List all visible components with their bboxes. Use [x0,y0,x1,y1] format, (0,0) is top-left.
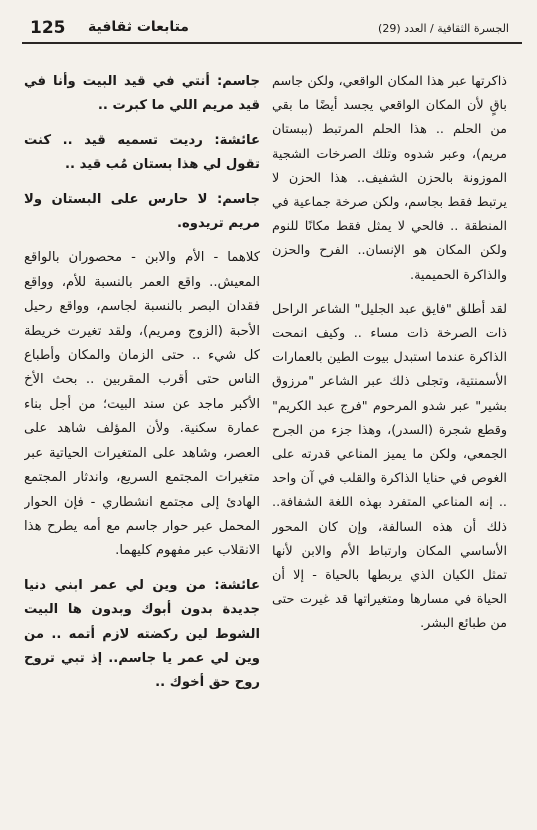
paragraph-gap [24,178,260,188]
dialogue-line: جاسم: أنتي في قيد البيت وأنا في قيد مريم اللي ما كبرت .. [24,74,260,114]
page-number: 125 [30,18,66,38]
paragraph-gap [24,236,260,246]
paragraph-gap [24,564,260,574]
paragraph-gap [24,119,260,129]
right-column [272,70,507,818]
page-header [0,0,537,46]
section-title: متابعات ثقافية [88,19,189,35]
dialogue-line: عائشة: من وين لي عمر ابني دنيا جديدة بدون أبوك وبدون ها البيت الشوط لين ركضته لازم أتمه .. من وين لي عمر يا جاسم.. إذ تبي تروح روح حق أخوك .. [24,577,260,691]
header-rule [22,42,522,44]
paragraph-gap [272,288,507,298]
dialogue-line: جاسم: لا حارس على البستان ولا مريم تريدوه. [24,191,260,232]
paragraph: ذاكرتها عبر هذا المكان الواقعي، ولكن جاسم باقٍ لأن المكان الواقعي يجسد أيضًا ما بقي من الحلم .. هذا الحلم المرتبط (ببستان مريم)، وعبر شدوه وتلك الصرخات الشجية الموزونة بالحزن الشفيف.. هذا الحزن لا يرتبط فقط بجاسم، ولكن صرخة جماعية في المنطقة .. فالحي لا يمثل فقط مكانًا للنوم ولكن المكان هو الإنسان.. الفرح والحزن والذاكرة الحميمية. [272,74,507,283]
left-column [24,70,260,818]
paragraph: كلاهما - الأم والابن - محصوران بالواقع المعيش.. واقع العمر بالنسبة للأم، وواقع فقدان البصر بالنسبة لجاسم، وواقع رحيل الأحبة (الزوج ومريم)، ولقد تغيرت خريطة كل شيء .. حتى الزمان والمكان وأطباع الناس حتى أقرب المقربين .. بحث الأخ الأكبر ماجد عن سند البيت؛ من أجل بناء عمارة سكنية. ولأن المؤلف شاهد على العصر، وشاهد على المتغيرات الحياتية عبر متغيرات المجتمع السريع، واندثار المجتمع الهادئ إلى مجتمع انشطاري - فإن الحوار المحمل عبر حوار جاسم مع أمه يطرح هذا الانقلاب عبر مفهوم كليهما. [24,250,260,559]
dialogue-line: عائشة: رديت تسميه قيد .. كنت تقول لي هذا بستان مُب قيد .. [24,132,260,173]
journal-info: الجسرة الثقافية / العدد (29) [378,22,509,35]
paragraph: لقد أطلق "فايق عبد الجليل" الشاعر الراحل ذات الصرخة ذات مساء .. وكيف انمحت الذاكرة عندما استبدل بيوت الطين بالعمارات الأسمنتية، وتجلى ذلك عبر الشاعر "مرزوق بشير" عبر شدو المرحوم "فرج عبد الكريم" وقطع شجرة (السدر)، وهذا جزء من الجرح الجمعي، ولكن ما يميز المناعي قدرته على الغوص في حنايا الذاكرة والقلب في آن واحد .. إنه المناعي المتفرد بهذه اللغة الشفافة.. ذلك أن هذه السالفة، وإن كان المحور الأساسي المكان وارتباط الأم والابن لأنها تمثل الكيان الذي يربطها بالحياة - إلا أن الحياة في مسارها ومتغيراتها قد غيرت حتى من طبائع البشر. [272,301,507,632]
